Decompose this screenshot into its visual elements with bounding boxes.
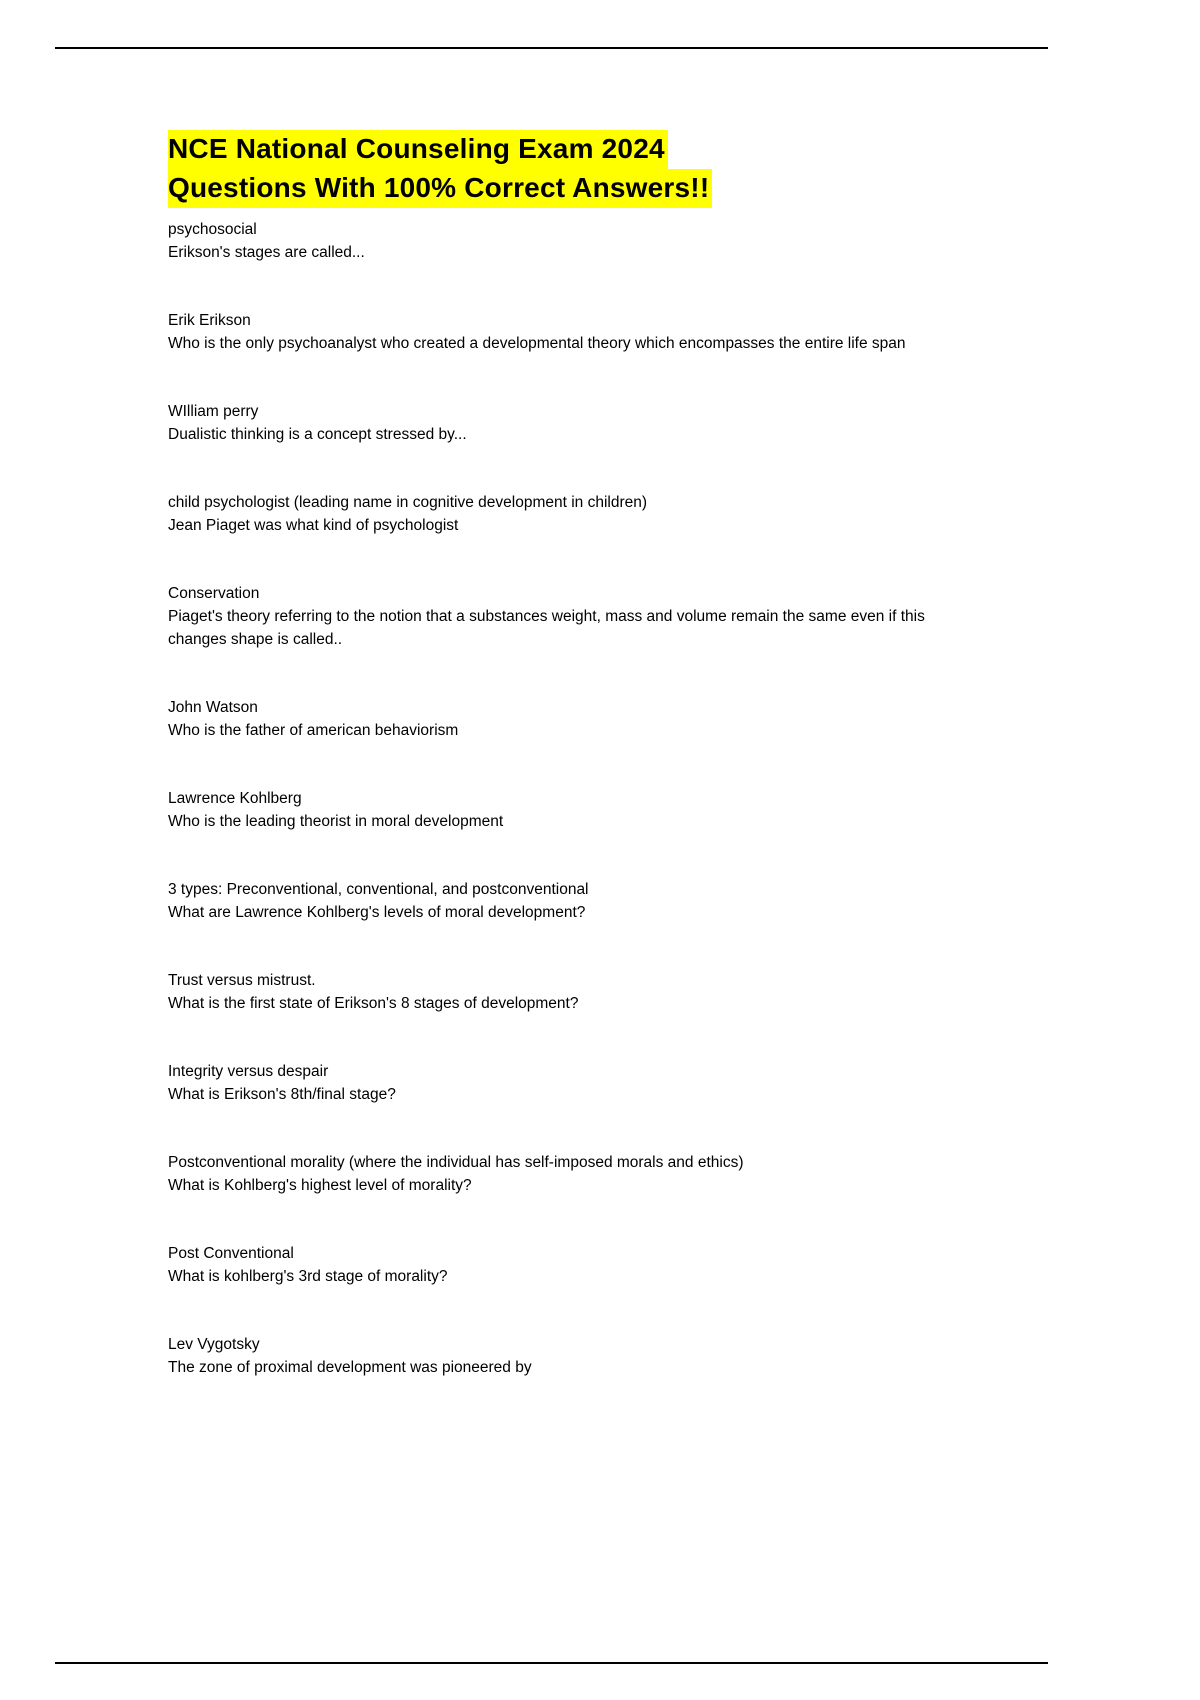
qa-block — [168, 309, 928, 355]
qa-question: Dualistic thinking is a concept stressed by... — [168, 426, 467, 443]
qa-question: The zone of proximal development was pioneered by — [168, 1359, 532, 1376]
qa-block — [168, 218, 928, 264]
qa-answer: WIlliam perry — [168, 403, 259, 420]
qa-block — [168, 878, 928, 924]
qa-block — [168, 491, 928, 537]
qa-answer: 3 types: Preconventional, conventional, and postconventional — [168, 881, 589, 898]
title-line-1: NCE National Counseling Exam 2024 — [168, 130, 668, 169]
qa-question: What is Erikson's 8th/final stage? — [168, 1086, 396, 1103]
qa-question: Erikson's stages are called... — [168, 244, 365, 261]
qa-block — [168, 1060, 928, 1106]
qa-block — [168, 787, 928, 833]
qa-question: Who is the only psychoanalyst who created a developmental theory which encompasses the entire life span — [168, 335, 906, 352]
qa-question: Who is the leading theorist in moral development — [168, 813, 504, 830]
qa-answer: Erik Erikson — [168, 312, 251, 329]
qa-question: Piaget's theory referring to the notion that a substances weight, mass and volume remain the same even if this changes shape is called.. — [168, 608, 925, 648]
qa-answer: Post Conventional — [168, 1245, 294, 1262]
qa-block — [168, 582, 928, 651]
qa-answer: Integrity versus despair — [168, 1063, 329, 1080]
qa-block — [168, 696, 928, 742]
qa-answer: Lawrence Kohlberg — [168, 790, 302, 807]
qa-answer: Conservation — [168, 585, 260, 602]
qa-block — [168, 400, 928, 446]
qa-answer: Postconventional morality (where the individual has self-imposed morals and ethics) — [168, 1154, 744, 1171]
header-rule — [55, 47, 1048, 49]
qa-answer: Lev Vygotsky — [168, 1336, 260, 1353]
title-line-2: Questions With 100% Correct Answers!! — [168, 169, 712, 208]
qa-block — [168, 969, 928, 1015]
qa-question: What are Lawrence Kohlberg's levels of moral development? — [168, 904, 586, 921]
qa-answer: psychosocial — [168, 221, 257, 238]
qa-answer: John Watson — [168, 699, 258, 716]
document-content — [168, 130, 928, 1424]
qa-question: What is the first state of Erikson's 8 stages of development? — [168, 995, 579, 1012]
qa-block — [168, 1151, 928, 1197]
qa-list — [168, 218, 928, 1379]
qa-question: Jean Piaget was what kind of psychologist — [168, 517, 459, 534]
document-title — [168, 130, 928, 208]
qa-answer: Trust versus mistrust. — [168, 972, 316, 989]
footer-rule — [55, 1662, 1048, 1664]
qa-answer: child psychologist (leading name in cognitive development in children) — [168, 494, 648, 511]
qa-question: What is Kohlberg's highest level of morality? — [168, 1177, 472, 1194]
qa-question: Who is the father of american behaviorism — [168, 722, 459, 739]
qa-block — [168, 1333, 928, 1379]
qa-question: What is kohlberg's 3rd stage of morality? — [168, 1268, 448, 1285]
qa-block — [168, 1242, 928, 1288]
